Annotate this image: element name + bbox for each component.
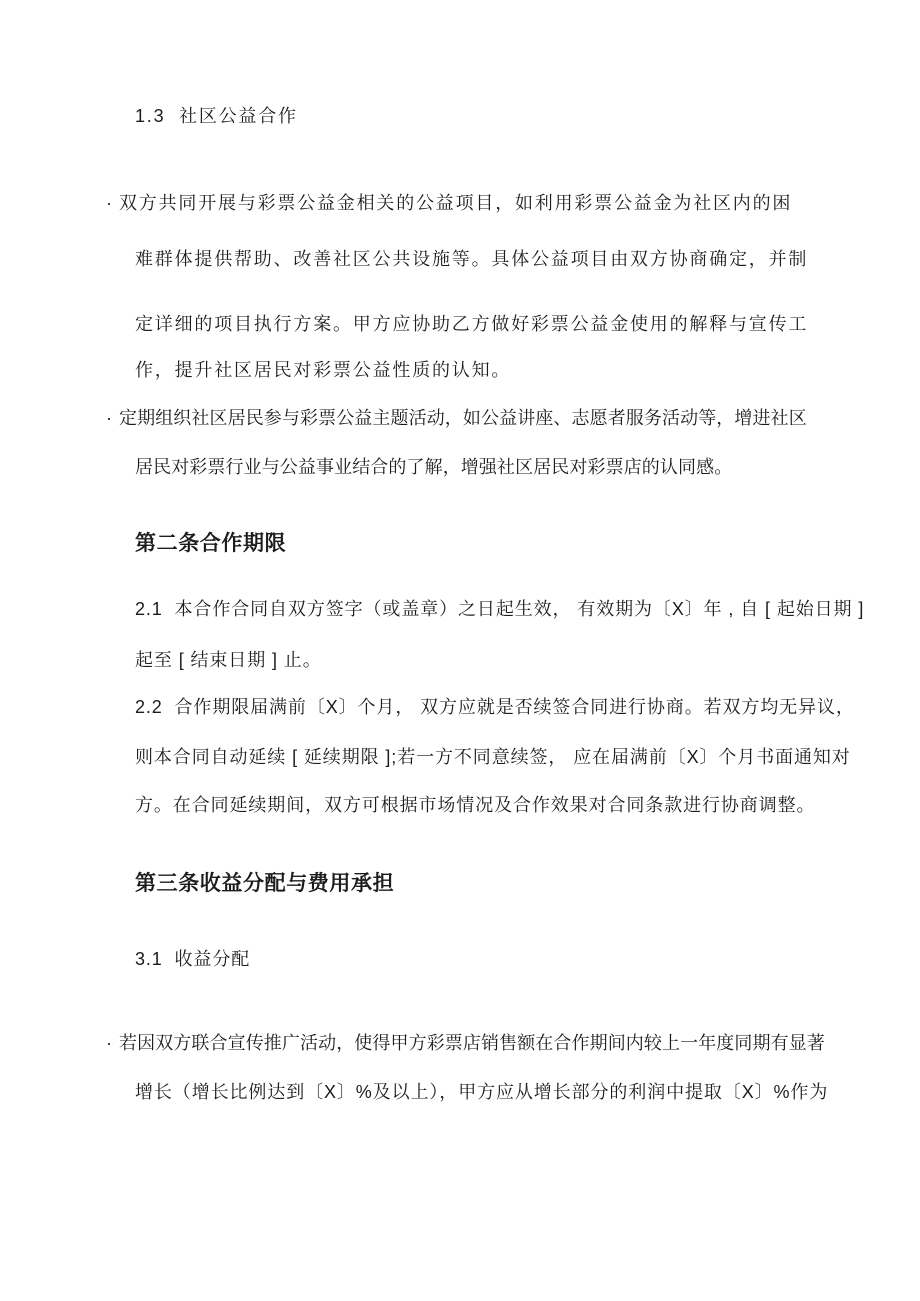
section-1-3-bullet-1-line-2: 难群体提供帮助、改善社区公共设施等。具体公益项目由双方协商确定，并制	[135, 249, 809, 269]
section-1-3-bullet-1-line-3: 定详细的项目执行方案。甲方应协助乙方做好彩票公益金使用的解释与宣传工	[135, 314, 809, 334]
clause-3-1-title: 3.1 收益分配	[135, 949, 251, 969]
section-1-3-bullet-2-line-2: 居民对彩票行业与公益事业结合的了解，增强社区居民对彩票店的认同感。	[135, 457, 733, 477]
section-1-3-bullet-2-line-1	[106, 407, 807, 429]
paragraph-line-text: 定期组织社区居民参与彩票公益主题活动，如公益讲座、志愿者服务活动等，增进社区	[119, 408, 807, 428]
section-3-1-bullet-1-line-1	[106, 1032, 825, 1054]
section-1-3-title: 1.3 社区公益合作	[135, 106, 298, 126]
clause-2-2-line-1: 2.2 合作期限届满前〔X〕个月， 双方应就是否续签合同进行协商。若双方均无异议，	[135, 697, 855, 717]
section-1-3-bullet-1-line-4: 作，提升社区居民对彩票公益性质的认知。	[135, 360, 512, 380]
bullet-dot-icon: ·	[106, 408, 112, 428]
bullet-dot-icon: ·	[106, 1033, 112, 1053]
clause-2-2-line-2: 则本合同自动延续 [ 延续期限 ];若一方不同意续签， 应在届满前〔X〕个月书面通知对	[135, 747, 851, 767]
bullet-dot-icon: ·	[106, 193, 112, 213]
paragraph-line-text: 双方共同开展与彩票公益金相关的公益项目，如利用彩票公益金为社区内的困	[119, 193, 793, 213]
clause-2-2-line-3: 方。在合同延续期间，双方可根据市场情况及合作效果对合同条款进行协商调整。	[135, 795, 816, 815]
clause-2-1-line-1: 2.1 本合作合同自双方签字（或盖章）之日起生效， 有效期为〔X〕年 , 自 [ 起始日期 ]	[135, 599, 865, 619]
clause-2-1-line-2: 起至 [ 结束日期 ] 止。	[135, 650, 322, 670]
article-3-heading: 第三条收益分配与费用承担	[135, 872, 395, 895]
section-1-3-bullet-1-line-1	[106, 192, 792, 214]
paragraph-line-text: 若因双方联合宣传推广活动，使得甲方彩票店销售额在合作期间内较上一年度同期有显著	[119, 1033, 825, 1053]
article-2-heading: 第二条合作期限	[135, 532, 287, 555]
section-3-1-bullet-1-line-2: 增长（增长比例达到〔X〕%及以上），甲方应从增长部分的利润中提取〔X〕%作为	[135, 1082, 829, 1102]
